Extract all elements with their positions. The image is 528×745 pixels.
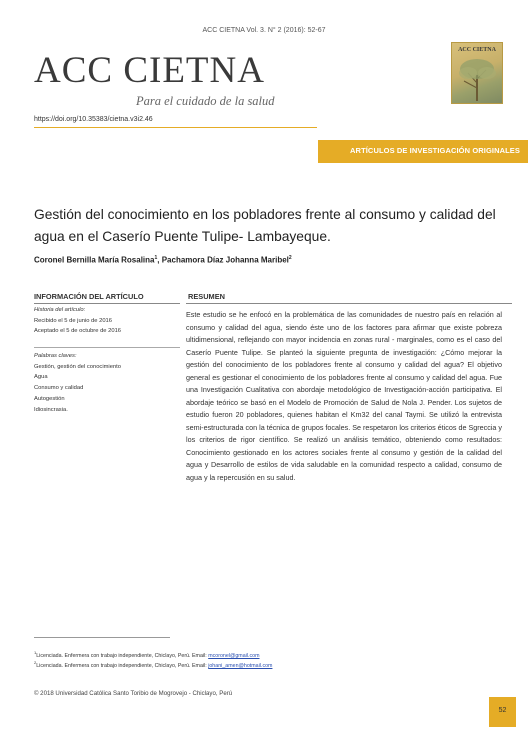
footnote-email-link[interactable]: mcoronel@gmail.com — [208, 652, 260, 659]
accepted-date: Aceptado el 5 de octubre de 2016 — [34, 328, 122, 334]
abstract-body: Este estudio se he enfocó en la problemática de las comunidades de nuestro país en relación al consumo y calidad del agua, siendo éste uno de los factores para afirmar que existe pobreza ultidimensional, reflejando con mayor incidencia en zonas rural - marginales, como es el caso del Caserío Puente Tulipe. Se planteó la siguiente pregunta de investigación: ¿Cómo mejorar la gestión del conocimiento de los pobladores frente al consumo y calidad del agua? El objetivo general es gestionar el conocimiento de los pobladores frente al consumo y calidad del agua. Fue una Investigación Cualitativa con abordaje metodológico de Investigación-acción participativa. El abordaje teórico se basó en el Modelo de Promoción de Salud de Nola J. Pender. Los sujetos de estudio fueron 20 pobladores, quienes habitan el Km32 del canal Taymi. Se utilizó la entrevista semi-estructurada con la técnica de grupos focales. Se respetaron los criterios éticos de Sgreccia y los criterios de rigor científico. Se realizó un análisis temático, obteniendo como resultados: Conocimiento gestionado en los actores sociales frente al consumo y gestión de la calidad del agua y Desarrollo de estilos de vida saludable en la comunidad respecto a calidad, consumo de agua y la repercusión en su salud. — [186, 310, 503, 482]
footnote — [34, 650, 260, 659]
header-divider — [34, 127, 317, 128]
keyword-item: Consumo y calidad — [34, 385, 84, 391]
journal-tagline: Para el cuidado de la salud — [136, 94, 275, 108]
article-title: Gestión del conocimiento en los pobladores frente al consumo y calidad del agua en el Caserío Puente Tulipe- Lambayeque. — [34, 207, 496, 244]
page-number: 52 — [498, 707, 507, 714]
author-separator: , — [157, 255, 162, 265]
keyword-item: Idiosincrasia. — [34, 407, 68, 413]
footnote-number: 1 — [34, 650, 37, 655]
footnote-text: Licenciada. Enfermera con trabajo independiente, Chiclayo, Perú. Email: — [36, 662, 209, 669]
article-authors — [34, 255, 292, 265]
section-banner — [318, 140, 528, 163]
cover-tree-illustration — [452, 43, 502, 103]
cover-title: ACC CIETNA — [458, 47, 496, 53]
history-label: Historia del artículo: — [34, 307, 86, 313]
abstract-heading: RESUMEN — [188, 292, 225, 301]
article-info-heading: INFORMACIÓN DEL ARTÍCULO — [34, 292, 144, 301]
doi-link[interactable]: https://doi.org/10.35383/cietna.v3i2.46 — [34, 116, 153, 123]
abstract-divider — [186, 303, 512, 304]
received-date: Recibido el 5 de junio de 2016 — [34, 318, 112, 324]
footnote-number: 2 — [34, 660, 37, 665]
footnote-email-link[interactable]: johani_amen@hotmail.com — [208, 662, 273, 669]
journal-cover-image — [451, 42, 503, 104]
info-divider — [34, 303, 180, 304]
info-section-divider — [34, 347, 180, 348]
section-label: ARTÍCULOS DE INVESTIGACIÓN ORIGINALES — [350, 146, 520, 155]
author-affiliation-mark: 2 — [288, 255, 292, 261]
author-name: Pachamora Díaz Johanna Maribel — [161, 255, 289, 265]
page-number-box — [489, 697, 516, 727]
footnote — [34, 660, 272, 669]
journal-logo-name: ACC CIETNA — [34, 50, 265, 91]
footnote-divider — [34, 637, 170, 638]
author-affiliation-mark: 1 — [154, 255, 158, 261]
keyword-item: Gestión, gestión del conocimiento — [34, 364, 122, 370]
keywords-label: Palabras claves: — [34, 353, 77, 359]
footnote-text: Licenciada. Enfermera con trabajo independiente, Chiclayo, Perú. Email: — [36, 652, 209, 659]
keyword-item: Autogestión — [34, 396, 65, 402]
keyword-item: Agua — [34, 374, 48, 380]
copyright-footer: © 2018 Universidad Católica Santo Toribio de Mogrovejo - Chiclayo, Perú — [34, 690, 233, 697]
author-name: Coronel Bernilla María Rosalina — [34, 255, 155, 265]
journal-reference: ACC CIETNA Vol. 3. N° 2 (2016): 52-67 — [202, 27, 326, 34]
